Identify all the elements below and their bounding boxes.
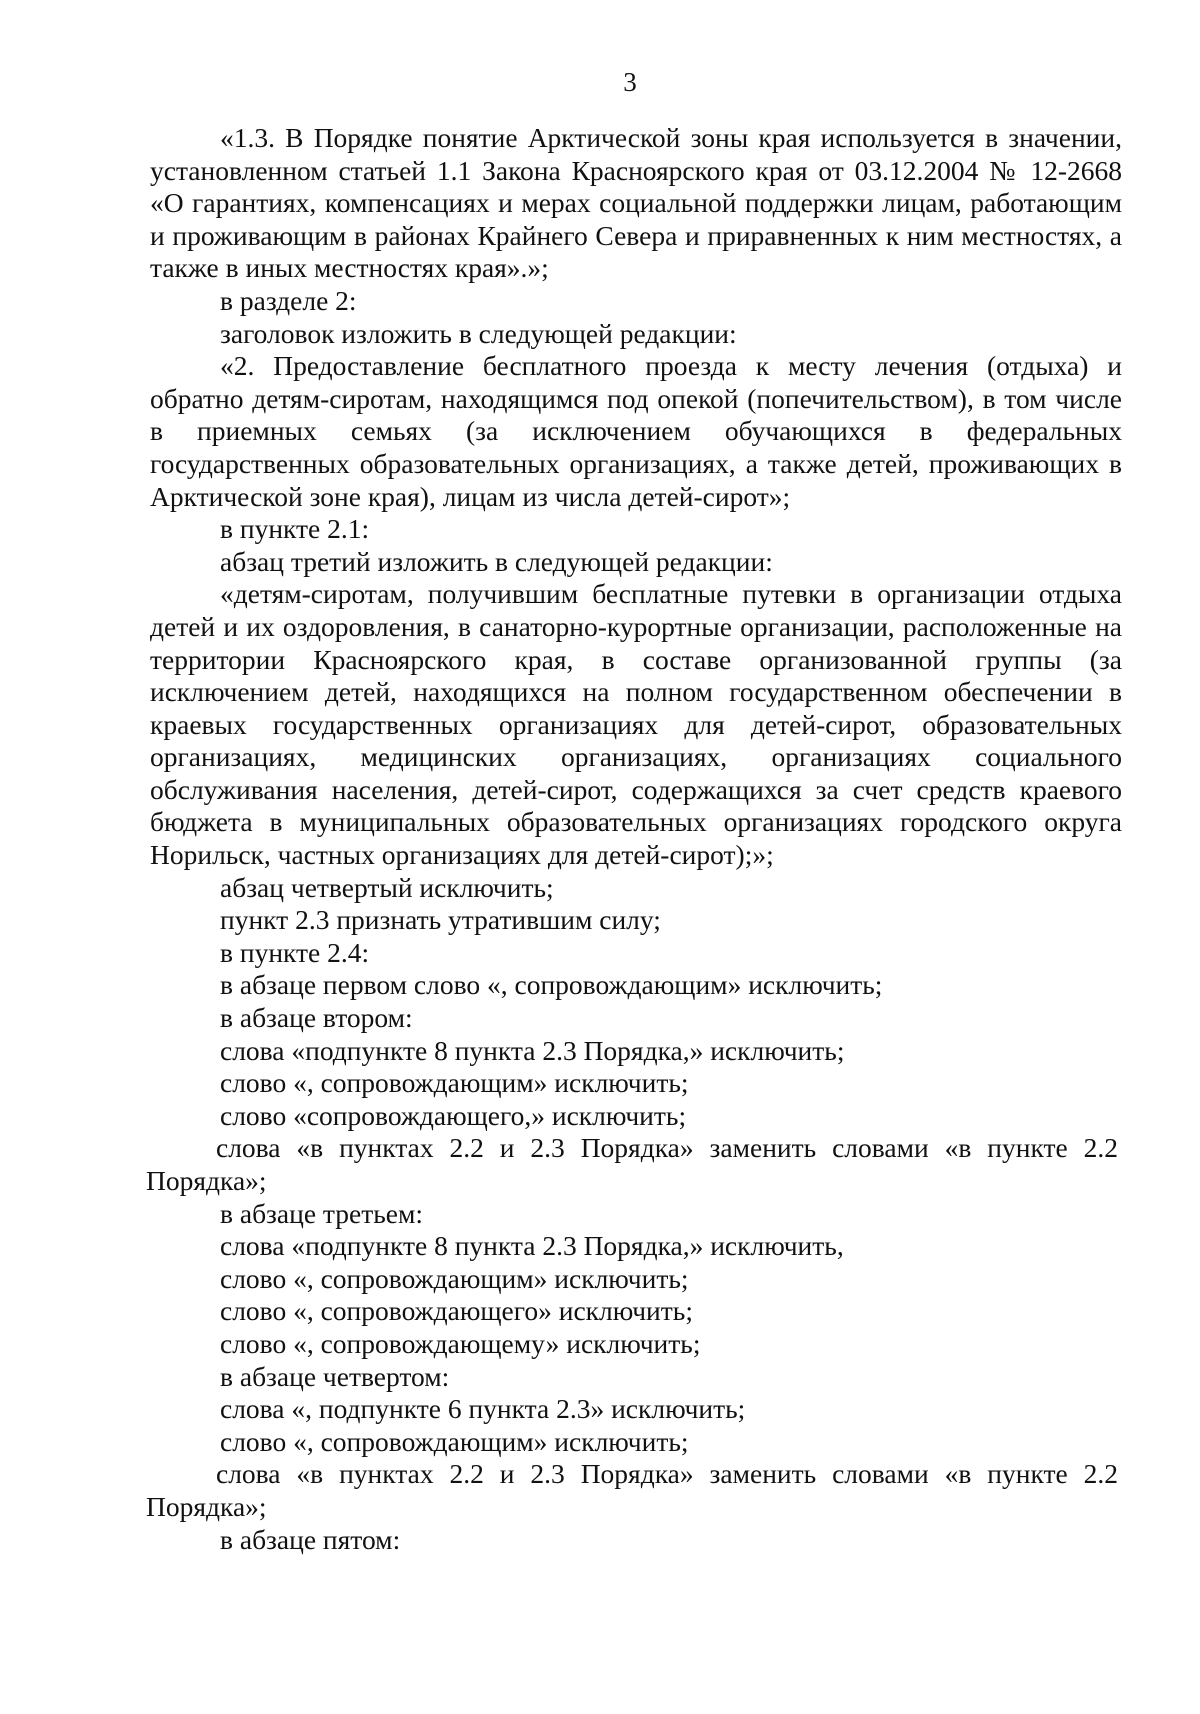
paragraph-fifth-abzac: в абзаце пятом:	[220, 1523, 401, 1555]
paragraph-replace-items-2-2-2-3-b: слова «в пунктах 2.2 и 2.3 Порядка» заменить словами «в пункте 2.2 Порядка»;	[146, 1458, 1118, 1522]
paragraph-item-2-4: в пункте 2.4:	[220, 936, 370, 968]
paragraph-words-subitem-6: слова «, подпункте 6 пункта 2.3» исключить;	[220, 1393, 746, 1425]
paragraph-fourth-abzac: в абзаце четвертом:	[220, 1360, 450, 1392]
paragraph-fourth-abzac-delete: абзац четвертый исключить;	[220, 871, 554, 903]
paragraph-first-abzac-word: в абзаце первом слово «, сопровождающим» исключить;	[220, 969, 883, 1001]
paragraph-third-abzac: в абзаце третьем:	[220, 1197, 424, 1229]
document-body	[146, 122, 1122, 1556]
paragraph-section-2: в разделе 2:	[220, 284, 357, 316]
paragraph-word-accompanying-b: слово «, сопровождающим» исключить;	[220, 1262, 689, 1294]
paragraph-word-accompanying-gen-b: слово «, сопровождающего» исключить;	[220, 1295, 693, 1327]
paragraph-words-subitem-8-b: слова «подпункте 8 пункта 2.3 Порядка,» исключить,	[220, 1230, 844, 1262]
paragraph-word-accompanying-c: слово «, сопровождающим» исключить;	[220, 1425, 689, 1457]
paragraph-third-abzac-edit: абзац третий изложить в следующей редакции:	[220, 545, 773, 577]
paragraph-heading-edit: заголовок изложить в следующей редакции:	[220, 317, 737, 349]
paragraph-1-3-arctic-zone: «1.3. В Порядке понятие Арктической зоны края используется в значении, установленном статьей 1.1 Закона Красноярского края от 03.12.2004 № 12-2668 «О гарантиях, компенсациях и мерах социальной поддержки лицам, работающим и проживающим в районах Крайнего Севера и приравненных к ним местностях, а также в иных местностях края».»;	[150, 122, 1122, 284]
paragraph-section-2-title: «2. Предоставление бесплатного проезда к месту лечения (отдыха) и обратно детям-сиротам, находящимся под опекой (попечительством), в том числе в приемных семьях (за исключением обучающихся в федеральных государственных образовательных организациях, а также детей, проживающих в Арктической зоне края), лицам из числа детей-сирот»;	[150, 350, 1122, 512]
paragraph-orphans-vouchers: «детям-сиротам, получившим бесплатные путевки в организации отдыха детей и их оздоровления, в санаторно-курортные организации, расположенные на территории Красноярского края, в составе организованной группы (за исключением детей, находящихся на полном государственном обеспечении в краевых государственных организациях для детей-сирот, образовательных организациях, медицинских организациях, организациях социального обслуживания населения, детей-сирот, содержащихся за счет средств краевого бюджета в муниципальных образовательных организациях городского округа Норильск, частных организациях для детей-сирот);»;	[150, 578, 1122, 871]
paragraph-words-subitem-8: слова «подпункте 8 пункта 2.3 Порядка,» исключить;	[220, 1034, 845, 1066]
paragraph-word-accompanying-dat: слово «, сопровождающему» исключить;	[220, 1327, 701, 1359]
paragraph-replace-items-2-2-2-3: слова «в пунктах 2.2 и 2.3 Порядка» заменить словами «в пункте 2.2 Порядка»;	[146, 1132, 1118, 1196]
paragraph-word-accompanying-gen: слово «сопровождающего,» исключить;	[220, 1099, 687, 1131]
paragraph-item-2-3-void: пункт 2.3 признать утратившим силу;	[220, 904, 661, 936]
paragraph-second-abzac: в абзаце втором:	[220, 1002, 413, 1034]
page-number: 3	[623, 67, 637, 97]
paragraph-item-2-1: в пункте 2.1:	[220, 513, 370, 545]
paragraph-word-accompanying: слово «, сопровождающим» исключить;	[220, 1067, 689, 1099]
